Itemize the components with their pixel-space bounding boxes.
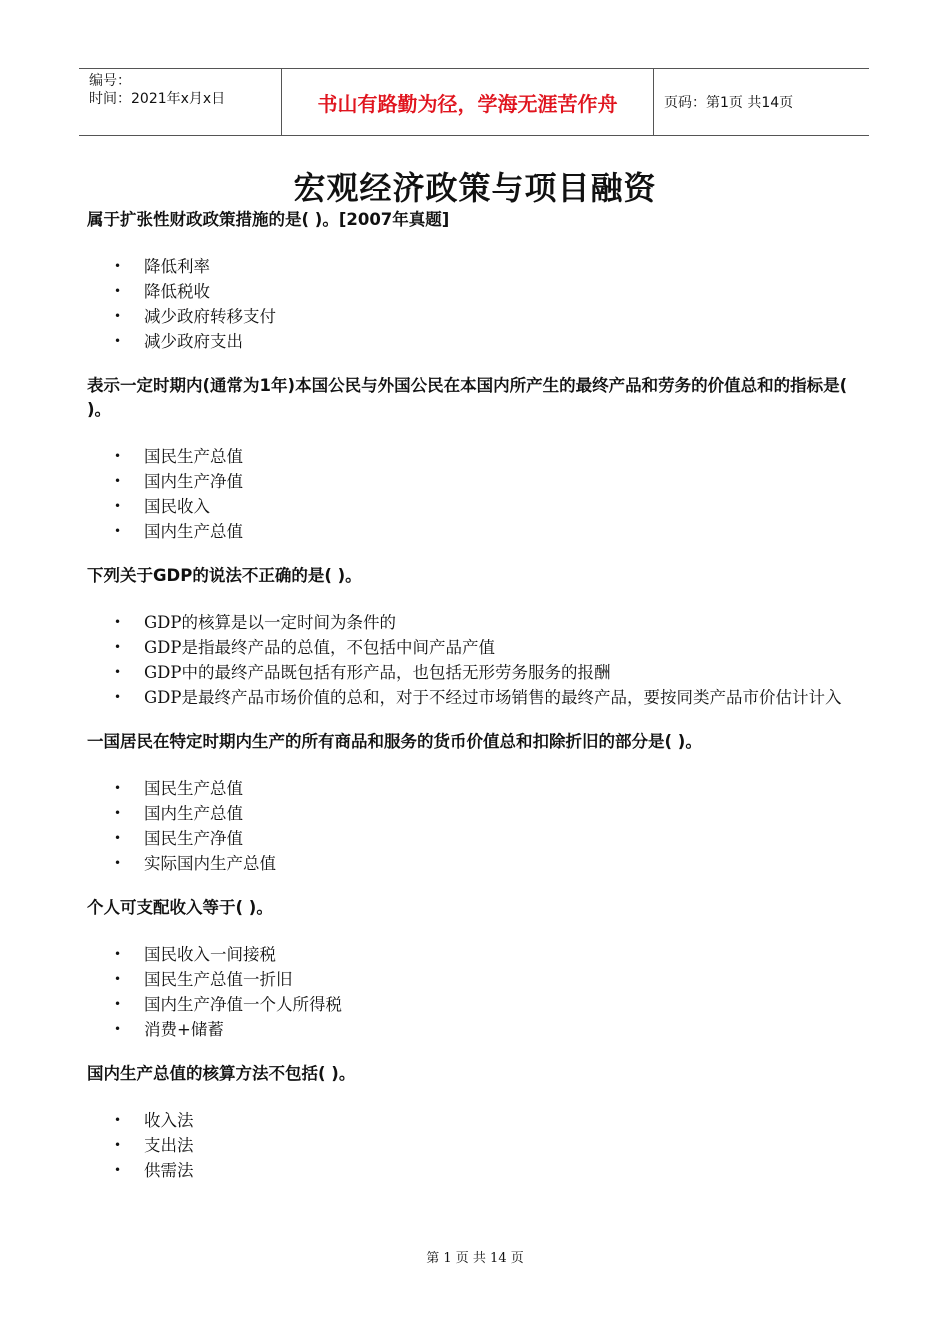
- bullet-icon: •: [114, 806, 122, 820]
- option-item: [87, 635, 857, 660]
- option-item: [87, 279, 857, 304]
- bullet-icon: •: [114, 856, 122, 870]
- bullet-icon: •: [114, 309, 122, 323]
- option-text: GDP中的最终产品既包括有形产品，也包括无形劳务服务的报酬: [144, 663, 611, 682]
- option-text: 降低税收: [144, 282, 210, 301]
- bullet-icon: •: [114, 499, 122, 513]
- option-text: 实际国内生产总值: [144, 854, 276, 873]
- option-item: [87, 685, 857, 710]
- question-text: 表示一定时期内(通常为1年)本国公民与外国公民在本国内所产生的最终产品和劳务的价值总和的指标是( )。: [87, 376, 848, 419]
- bullet-icon: •: [114, 284, 122, 298]
- option-item: [87, 1133, 857, 1158]
- bullet-icon: •: [114, 259, 122, 273]
- header-meta: [79, 69, 281, 135]
- option-item: [87, 776, 857, 801]
- option-text: 国民生产总值: [144, 779, 243, 798]
- option-text: GDP的核算是以一定时间为条件的: [144, 613, 397, 632]
- bullet-icon: •: [114, 831, 122, 845]
- bullet-icon: •: [114, 615, 122, 629]
- page-footer: 第 1 页 共 14 页: [426, 1251, 524, 1266]
- option-item: [87, 610, 857, 635]
- option-list: [87, 1108, 857, 1183]
- date-label: 时间：2021年x月x日: [89, 91, 226, 107]
- bullet-icon: •: [114, 997, 122, 1011]
- page-label: 页码：第1页 共14页: [664, 95, 794, 111]
- option-list: [87, 444, 857, 544]
- option-item: [87, 444, 857, 469]
- bullet-icon: •: [114, 781, 122, 795]
- option-text: 国民生产总值: [144, 447, 243, 466]
- option-text: 国民生产净值: [144, 829, 243, 848]
- option-item: [87, 494, 857, 519]
- option-text: 减少政府支出: [144, 332, 243, 351]
- bullet-icon: •: [114, 690, 122, 704]
- option-text: 国内生产总值: [144, 522, 243, 541]
- bullet-icon: •: [114, 640, 122, 654]
- option-text: 供需法: [144, 1161, 194, 1180]
- header-page-cell: [654, 69, 869, 135]
- question-text: 下列关于GDP的说法不正确的是( )。: [87, 566, 362, 585]
- option-text: 国民收入一间接税: [144, 945, 276, 964]
- bullet-icon: •: [114, 1138, 122, 1152]
- bullet-icon: •: [114, 972, 122, 986]
- option-item: [87, 1017, 857, 1042]
- option-item: [87, 660, 857, 685]
- option-item: [87, 519, 857, 544]
- bullet-icon: •: [114, 947, 122, 961]
- bullet-icon: •: [114, 449, 122, 463]
- bullet-icon: •: [114, 1113, 122, 1127]
- question-text: 一国居民在特定时期内生产的所有商品和服务的货币价值总和扣除折旧的部分是( )。: [87, 732, 702, 751]
- option-text: 减少政府转移支付: [144, 307, 276, 326]
- option-item: [87, 826, 857, 851]
- question-list: [87, 208, 857, 1203]
- option-text: 国内生产总值: [144, 804, 243, 823]
- option-list: [87, 254, 857, 354]
- option-text: 国内生产净值: [144, 472, 243, 491]
- option-item: [87, 329, 857, 354]
- question-text: 个人可支配收入等于( )。: [87, 898, 273, 917]
- option-list: [87, 610, 857, 710]
- option-text: 降低利率: [144, 257, 210, 276]
- option-item: [87, 942, 857, 967]
- option-item: [87, 967, 857, 992]
- option-text: 收入法: [144, 1111, 194, 1130]
- option-item: [87, 992, 857, 1017]
- document-title: 宏观经济政策与项目融资: [293, 169, 657, 207]
- bullet-icon: •: [114, 665, 122, 679]
- option-item: [87, 304, 857, 329]
- bullet-icon: •: [114, 474, 122, 488]
- option-item: [87, 469, 857, 494]
- motto-text: 书山有路勤为径，学海无涯苦作舟: [317, 91, 618, 116]
- option-item: [87, 801, 857, 826]
- header-motto-cell: [281, 69, 654, 135]
- option-item: [87, 851, 857, 876]
- page-header: [79, 68, 869, 136]
- option-item: [87, 254, 857, 279]
- option-text: 消费+储蓄: [144, 1020, 224, 1039]
- option-list: [87, 942, 857, 1042]
- option-text: 支出法: [144, 1136, 194, 1155]
- option-text: 国内生产净值一个人所得税: [144, 995, 342, 1014]
- question-text: 国内生产总值的核算方法不包括( )。: [87, 1064, 356, 1083]
- option-text: GDP是指最终产品的总值，不包括中间产品产值: [144, 638, 496, 657]
- option-item: [87, 1158, 857, 1183]
- question-text: 属于扩张性财政政策措施的是( )。[2007年真题]: [87, 210, 450, 229]
- bullet-icon: •: [114, 1022, 122, 1036]
- option-list: [87, 776, 857, 876]
- option-item: [87, 1108, 857, 1133]
- option-text: GDP是最终产品市场价值的总和，对于不经过市场销售的最终产品，要按同类产品市价估计计入: [144, 688, 842, 707]
- option-text: 国民生产总值一折旧: [144, 970, 293, 989]
- bullet-icon: •: [114, 1163, 122, 1177]
- number-label: 编号：: [89, 73, 131, 89]
- option-text: 国民收入: [144, 497, 210, 516]
- bullet-icon: •: [114, 334, 122, 348]
- bullet-icon: •: [114, 524, 122, 538]
